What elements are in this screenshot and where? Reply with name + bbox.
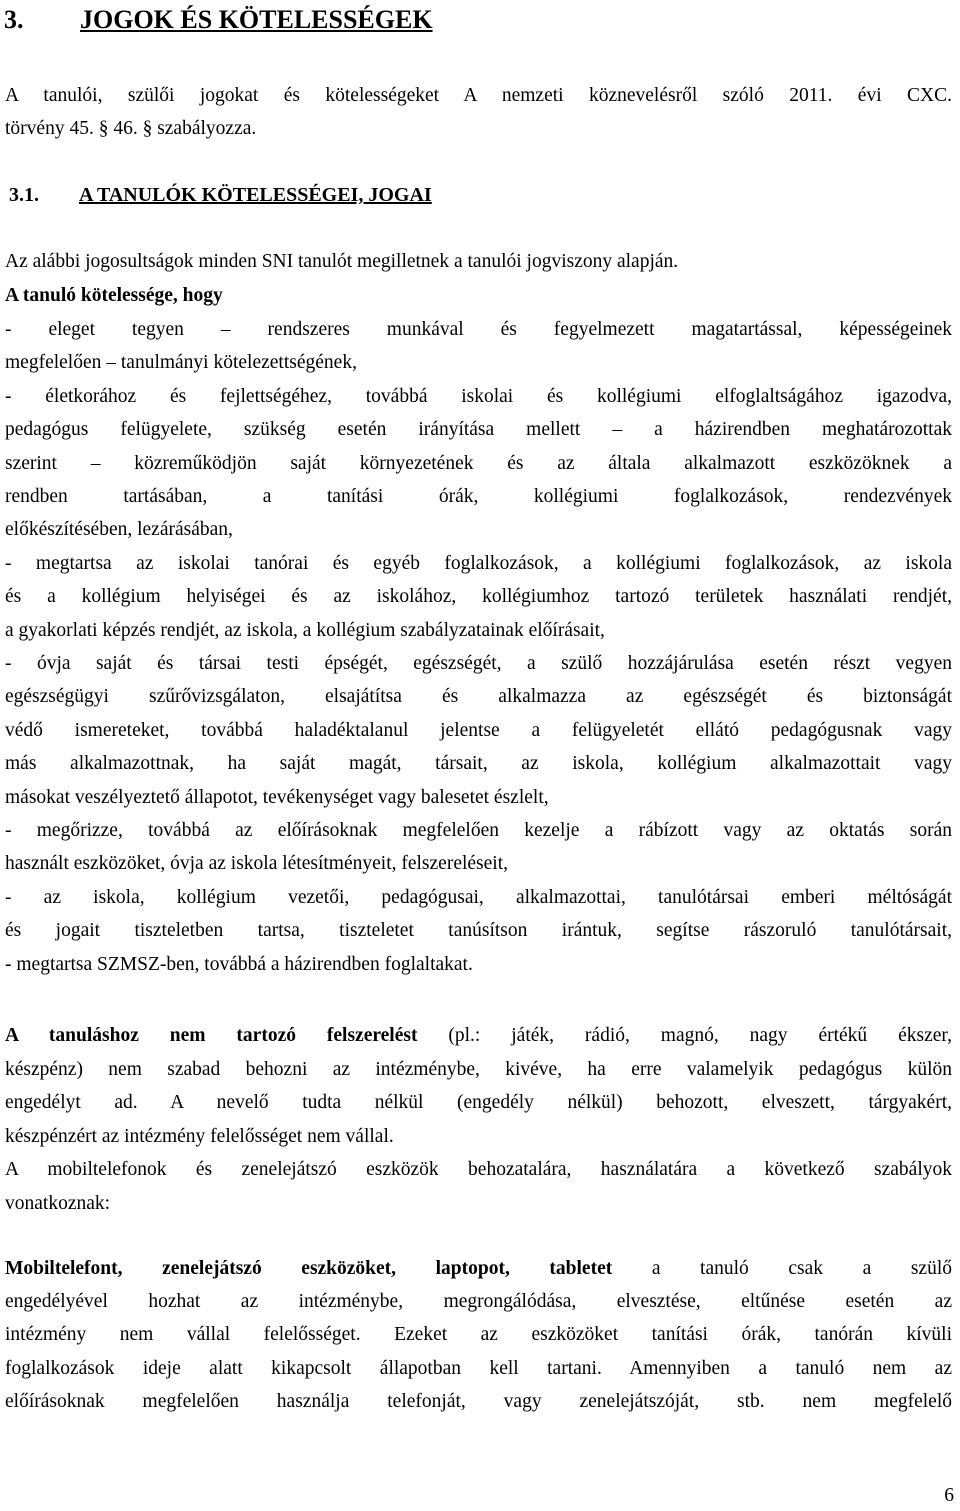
text-line: - megtartsa az iskolai tanórai és egyéb foglalkozások, a kollégiumi foglalkozások, az iskola: [5, 552, 952, 574]
intro-line-2: törvény 45. § 46. § szabályozza.: [5, 118, 257, 139]
text-line: szerint – közreműködjön saját környezetének és az általa alkalmazott eszközöknek a: [5, 452, 952, 474]
section-number: 3.1.: [9, 184, 39, 206]
text-line: egészségügyi szűrővizsgálaton, elsajátítsa és alkalmazza az egészségét és biztonságát: [5, 686, 952, 708]
duty-title: A tanuló kötelessége, hogy: [5, 285, 223, 306]
text-line: használt eszközöket, óvja az iskola létesítményeit, felszereléseit,: [5, 853, 509, 875]
text-line: és a kollégium helyiségei és az iskolához, kollégiumhoz tartozó területek használati rendjét,: [5, 586, 952, 608]
text-line: A mobiltelefonok és zenelejátszó eszközök behozatalára, használatára a következő szabályok: [5, 1159, 952, 1181]
section-heading: [9, 183, 956, 209]
text-line: védő ismereteket, továbbá haladéktalanul jelentse a felügyeletét ellátó pedagógusnak vagy: [5, 719, 952, 741]
text-line: előkészítésében, lezárásában,: [5, 519, 233, 541]
text-line: engedélyével hozhat az intézménybe, megrongálódása, elvesztése, eltűnése esetén az: [5, 1291, 952, 1312]
text-line: és jogait tiszteletben tartsa, tiszteletet tanúsítson irántuk, segítse rászoruló tanulótársait,: [5, 920, 952, 942]
equipment-rest: (pl.: játék, rádió, magnó, nagy értékű ékszer,: [417, 1025, 952, 1046]
mobile-rest: a tanuló csak a szülő: [612, 1258, 952, 1279]
mobile-bold: Mobiltelefont, zenelejátszó eszközöket, laptopot, tabletet: [5, 1258, 613, 1279]
section-title: A TANULÓK KÖTELESSÉGEI, JOGAI: [79, 184, 432, 206]
text-line: - az iskola, kollégium vezetői, pedagógusai, alkalmazottai, tanulótársai emberi méltóságát: [5, 886, 952, 908]
sni-sentence: Az alábbi jogosultságok minden SNI tanulót megilletnek a tanulói jogviszony alapján.: [5, 251, 679, 272]
text-line: másokat veszélyeztető állapotot, tevékenységet vagy balesetet észlelt,: [5, 786, 549, 808]
text-line: pedagógus felügyelete, szükség esetén irányítása mellett – a házirendben meghatározottak: [5, 419, 952, 441]
intro-line-1: A tanulói, szülői jogokat és kötelességeket A nemzeti köznevelésről szóló 2011. évi CXC.: [5, 85, 952, 106]
text-line: - megőrizze, továbbá az előírásoknak megfelelően kezelje a rábízott vagy az oktatás során: [5, 820, 952, 841]
text-line: készpénzért az intézmény felelősséget nem vállal.: [5, 1125, 394, 1147]
text-line: előírásoknak megfelelően használja telefonját, vagy zenelejátszóját, stb. nem megfelelő: [5, 1391, 952, 1413]
chapter-number: 3.: [4, 5, 24, 34]
equipment-bold: A tanuláshoz nem tartozó felszerelést: [5, 1025, 418, 1046]
text-line: - óvja saját és társai testi épségét, egészségét, a szülő hozzájárulása esetén részt vegyen: [5, 653, 952, 674]
text-line: más alkalmazottnak, ha saját magát, társait, az iskola, kollégium alkalmazottait vagy: [5, 753, 952, 775]
page-number: 6: [944, 1485, 954, 1506]
text-line: - megtartsa SZMSZ-ben, továbbá a házirendben foglaltakat.: [5, 953, 473, 975]
equipment-line-1: [5, 1024, 952, 1050]
text-line: - életkorához és fejlettségéhez, továbbá iskolai és kollégiumi elfoglaltságához igazodva,: [5, 385, 952, 407]
text-line: engedélyt ad. A nevelő tudta nélkül (engedély nélkül) behozott, elveszett, tárgyakért,: [5, 1092, 952, 1114]
text-line: a gyakorlati képzés rendjét, az iskola, a kollégium szabályzatainak előírásait,: [5, 619, 605, 641]
chapter-heading: [4, 4, 951, 38]
text-line: készpénz) nem szabad behozni az intézménybe, kivéve, ha erre valamelyik pedagógus külön: [5, 1059, 952, 1080]
chapter-title: JOGOK ÉS KÖTELESSÉGEK: [80, 5, 433, 34]
text-line: megfelelően – tanulmányi kötelezettségének,: [5, 352, 357, 374]
mobile-line-1: [5, 1257, 952, 1283]
text-line: - eleget tegyen – rendszeres munkával és fegyelmezett magatartással, képességeinek: [5, 319, 952, 340]
text-line: intézmény nem vállal felelősséget. Ezeket az eszközöket tanítási órák, tanórán kívüli: [5, 1324, 952, 1346]
text-line: foglalkozások ideje alatt kikapcsolt állapotban kell tartani. Amennyiben a tanuló nem az: [5, 1357, 952, 1379]
text-line: vonatkoznak:: [5, 1192, 111, 1214]
text-line: rendben tartásában, a tanítási órák, kollégiumi foglalkozások, rendezvények: [5, 486, 952, 507]
